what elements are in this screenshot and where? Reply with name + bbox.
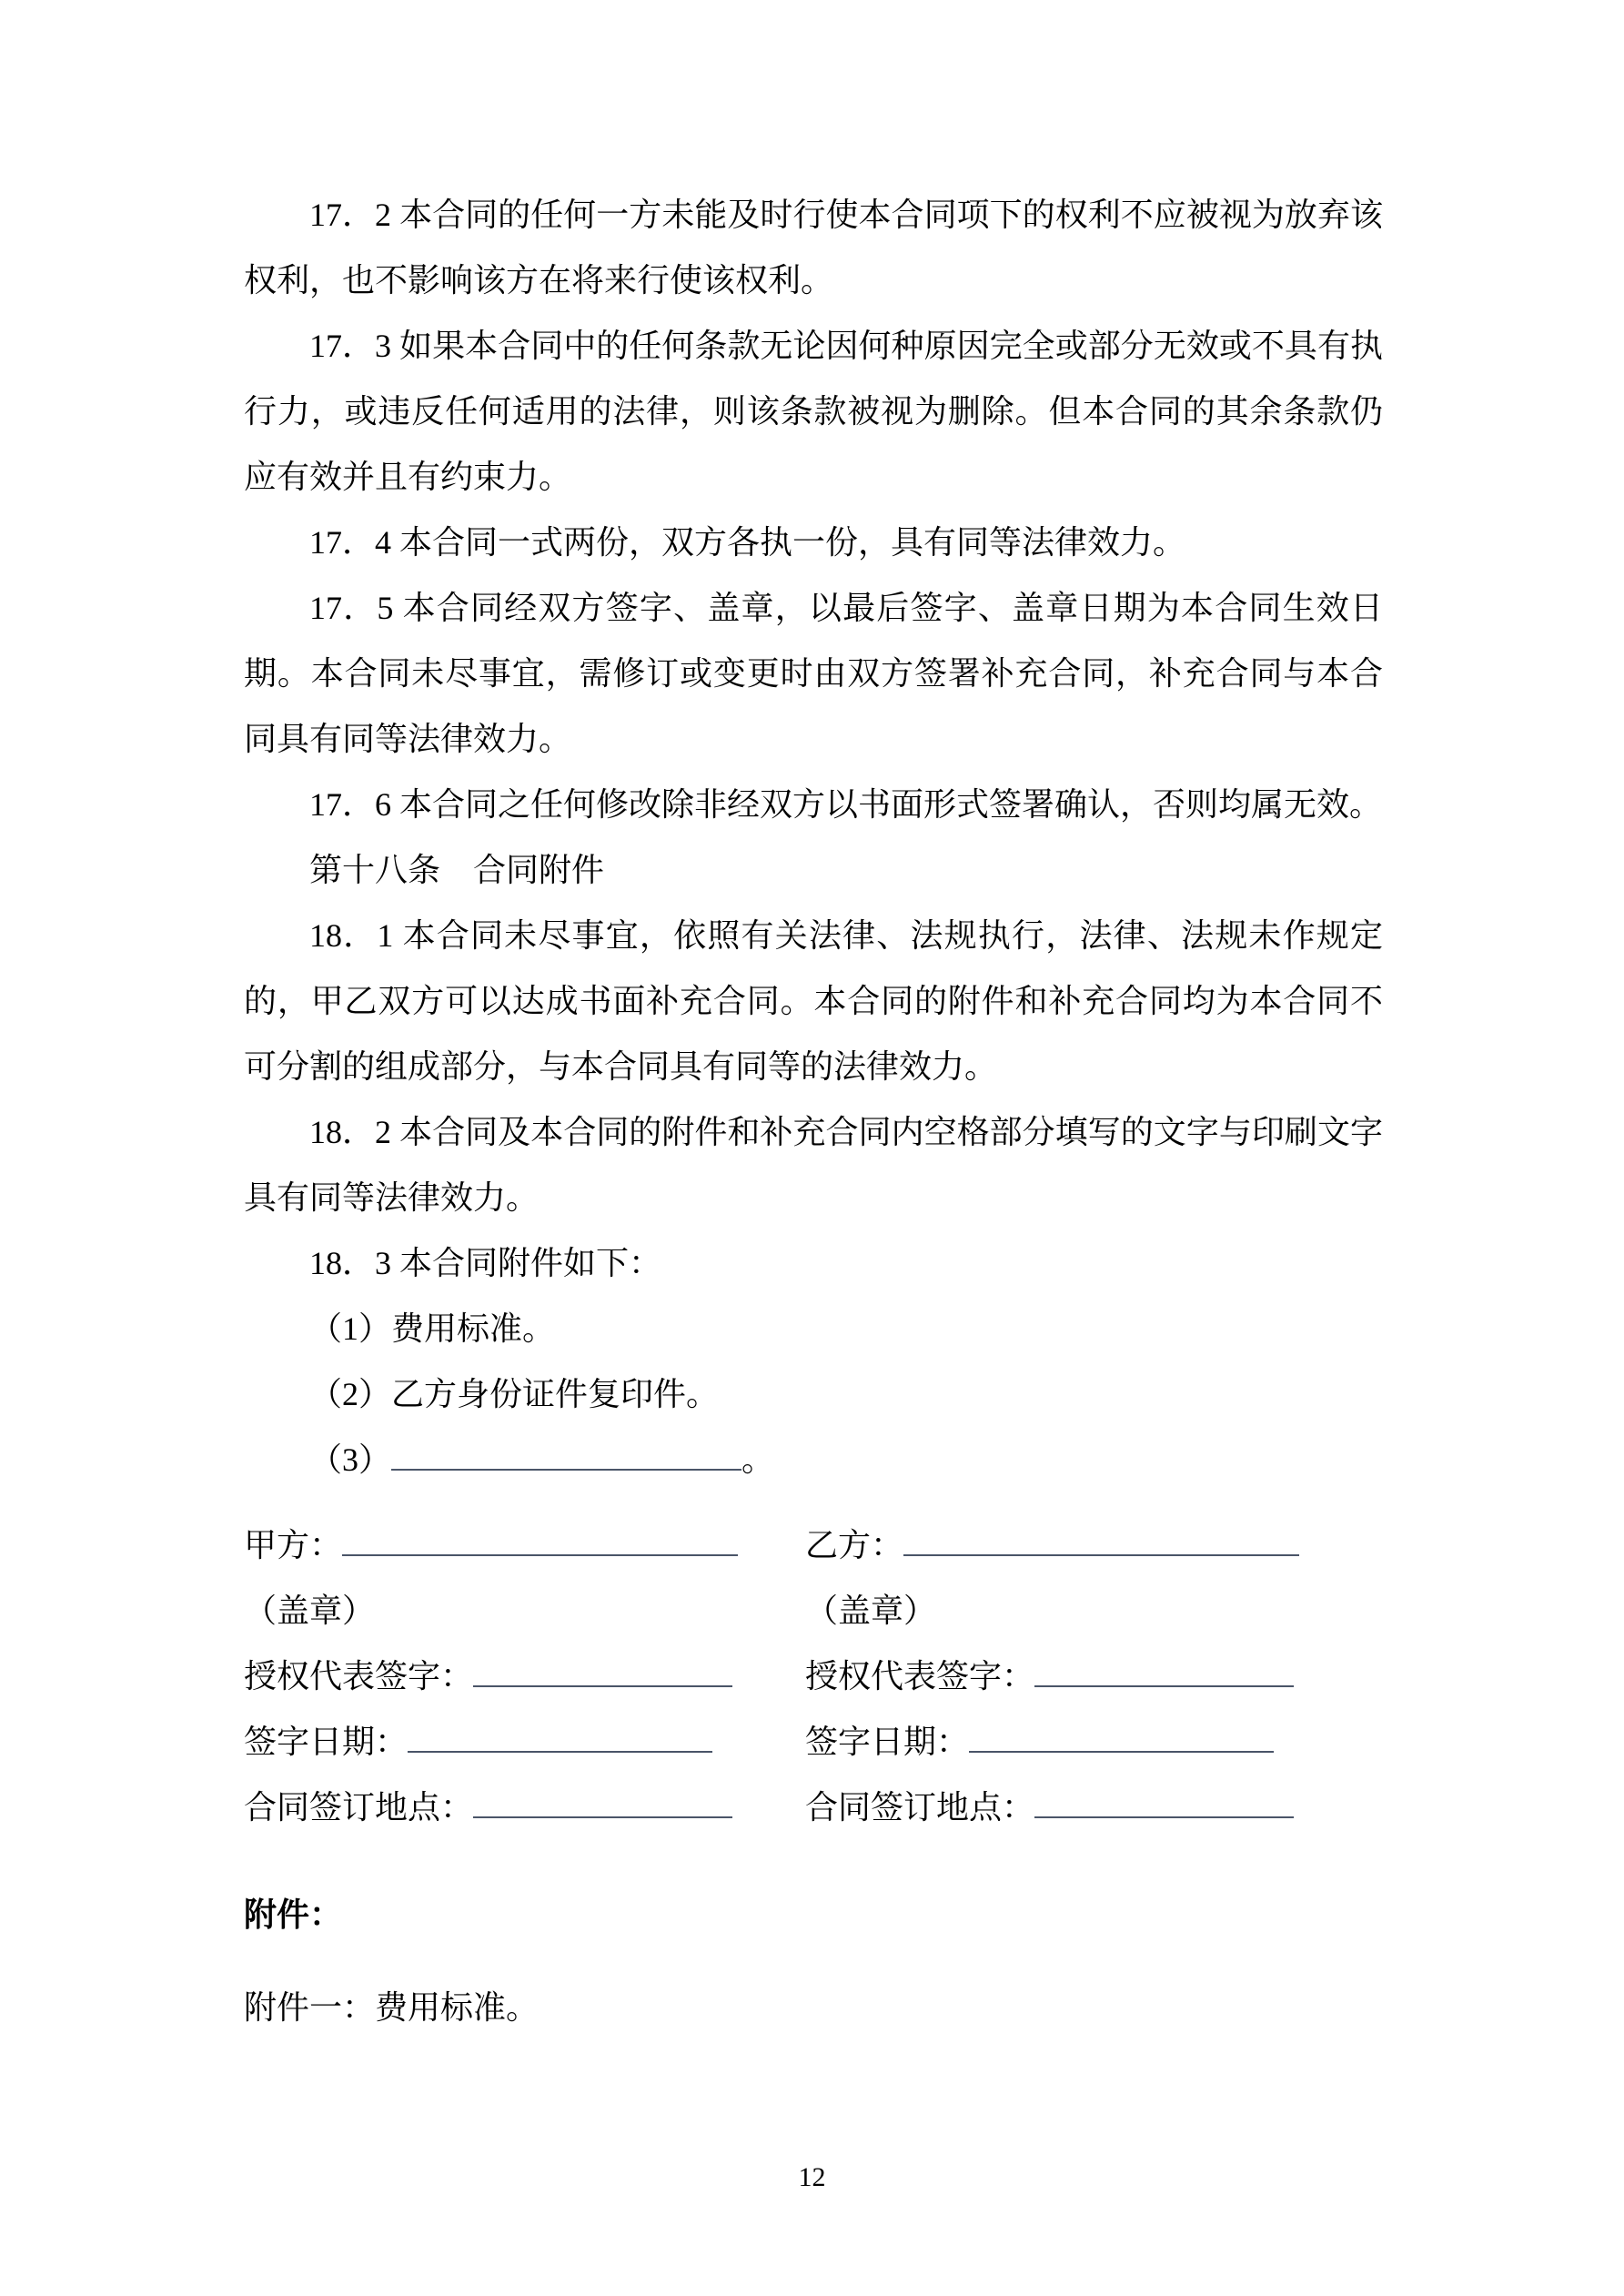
signature-row-party: [244, 1512, 1383, 1578]
seal-label-left: （盖章）: [244, 1593, 376, 1629]
party-b-blank-line: [903, 1523, 1299, 1556]
clause-18-2: 18．2 本合同及本合同的附件和补充合同内空格部分填写的文字与印刷文字具有同等法律效力。: [244, 1114, 1383, 1216]
sign-place-left-blank-line: [473, 1785, 732, 1818]
clause-17-4: 17．4 本合同一式两份，双方各执一份，具有同等法律效力。: [309, 524, 1186, 561]
rep-sign-label-left: 授权代表签字：: [244, 1658, 474, 1694]
party-a-cell: [244, 1512, 805, 1578]
sign-place-label-right: 合同签订地点：: [805, 1789, 1035, 1826]
clause-18-1: 18．1 本合同未尽事宜，依照有关法律、法规执行，法律、法规未作规定的，甲乙双方可以达成书面补充合同。本合同的附件和补充合同均为本合同不可分割的组成部分，与本合同具有同等的法律效力。: [244, 917, 1383, 1085]
attachment-list-item-1: （1）费用标准。: [309, 1310, 556, 1347]
attachment-item-3-blank-line: [391, 1438, 741, 1471]
signature-block: [244, 1512, 1383, 1840]
attachments-heading: 附件：: [244, 1896, 343, 1933]
attachment-list-item-2: （2）乙方身份证件复印件。: [309, 1376, 720, 1412]
rep-sign-left-cell: [244, 1644, 805, 1709]
rep-sign-left-blank-line: [473, 1654, 732, 1687]
sign-date-label-left: 签字日期：: [244, 1724, 409, 1760]
attachment-list-item-3: [244, 1427, 1383, 1492]
party-a-label: 甲方：: [244, 1527, 343, 1563]
signature-row-place: [244, 1775, 1383, 1840]
seal-left-cell: [244, 1578, 805, 1644]
sign-place-right-blank-line: [1034, 1785, 1294, 1818]
signature-row-seal: [244, 1578, 1383, 1644]
attachment-item-3-suffix: 。: [741, 1441, 775, 1478]
rep-sign-right-cell: [805, 1644, 1383, 1709]
sign-date-label-right: 签字日期：: [805, 1724, 970, 1760]
sign-date-left-cell: [244, 1709, 805, 1775]
seal-label-right: （盖章）: [805, 1593, 937, 1629]
sign-place-label-left: 合同签订地点：: [244, 1789, 474, 1826]
sign-place-right-cell: [805, 1775, 1383, 1840]
sign-date-right-blank-line: [969, 1720, 1274, 1753]
rep-sign-right-blank-line: [1034, 1654, 1294, 1687]
section-18-heading: 第十八条 合同附件: [309, 852, 605, 888]
clause-17-5: 17．5 本合同经双方签字、盖章，以最后签字、盖章日期为本合同生效日期。本合同未尽事宜，需修订或变更时由双方签署补充合同，补充合同与本合同具有同等法律效力。: [244, 590, 1383, 757]
sign-date-right-cell: [805, 1709, 1383, 1775]
clause-18-3: 18．3 本合同附件如下：: [309, 1245, 662, 1281]
sign-date-left-blank-line: [408, 1720, 712, 1753]
clause-17-6: 17．6 本合同之任何修改除非经双方以书面形式签署确认，否则均属无效。: [309, 786, 1383, 823]
signature-row-date: [244, 1709, 1383, 1775]
clause-17-2: 17．2 本合同的任何一方未能及时行使本合同项下的权利不应被视为放弃该权利，也不影响该方在将来行使该权利。: [244, 197, 1383, 298]
attachment-one-title: 附件一：费用标准。: [244, 1989, 540, 2026]
signature-row-representative: [244, 1644, 1383, 1709]
party-b-cell: [805, 1512, 1383, 1578]
sign-place-left-cell: [244, 1775, 805, 1840]
clause-17-3: 17．3 如果本合同中的任何条款无论因何种原因完全或部分无效或不具有执行力，或违反任何适用的法律，则该条款被视为删除。但本合同的其余条款仍应有效并且有约束力。: [244, 328, 1383, 495]
party-a-blank-line: [342, 1523, 738, 1556]
party-b-label: 乙方：: [805, 1527, 904, 1563]
attachment-item-3-label: （3）: [309, 1441, 392, 1478]
seal-right-cell: [805, 1578, 1383, 1644]
page-number: 12: [798, 2162, 826, 2192]
rep-sign-label-right: 授权代表签字：: [805, 1658, 1035, 1694]
